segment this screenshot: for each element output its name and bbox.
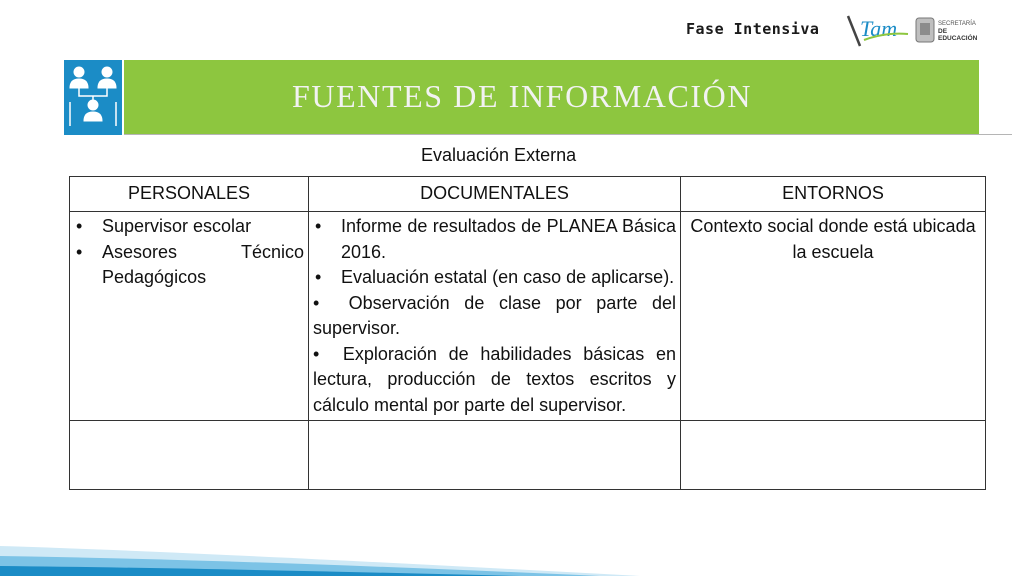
table-header-row bbox=[70, 177, 986, 212]
header-personales: PERSONALES bbox=[70, 177, 309, 212]
secretaria-line2: DE EDUCACIÓN bbox=[938, 28, 978, 42]
phase-label: Fase Intensiva bbox=[686, 20, 820, 38]
state-seal-icon bbox=[914, 16, 936, 44]
cell-personales bbox=[70, 212, 309, 421]
table-row-empty bbox=[70, 421, 986, 490]
list-item: • Asesores Técnico Pedagógicos bbox=[74, 240, 304, 291]
page-title: FUENTES DE INFORMACIÓN bbox=[292, 78, 753, 114]
tam-logo bbox=[846, 12, 912, 48]
cell-documentales bbox=[309, 212, 681, 421]
header-entornos: ENTORNOS bbox=[681, 177, 986, 212]
empty-cell bbox=[681, 421, 986, 490]
list-item-text: Exploración de habilidades básicas en lectura, producción de textos escritos y cálculo mental por parte del supervisor. bbox=[313, 343, 677, 415]
list-item: • Informe de resultados de PLANEA Básica 2016. bbox=[313, 214, 676, 265]
list-item: • Observación de clase por parte del supervisor. bbox=[313, 292, 676, 338]
list-item: • Supervisor escolar bbox=[74, 214, 304, 240]
header-documentales: DOCUMENTALES bbox=[309, 177, 681, 212]
secretaria-line1: SECRETARÍA bbox=[938, 21, 976, 27]
header-divider bbox=[124, 134, 1012, 135]
banner-icon-box bbox=[64, 60, 122, 135]
table-row bbox=[70, 212, 986, 421]
people-hierarchy-icon bbox=[64, 60, 122, 135]
cell-entornos: Contexto social donde está ubicada la escuela bbox=[681, 212, 986, 421]
decorative-swoosh bbox=[0, 516, 640, 576]
empty-cell bbox=[309, 421, 681, 490]
sources-table bbox=[69, 176, 986, 490]
secretaria-logo bbox=[938, 21, 986, 42]
empty-cell bbox=[70, 421, 309, 490]
section-subtitle-text: Evaluación Externa bbox=[421, 145, 577, 165]
list-item: • Evaluación estatal (en caso de aplicarse). bbox=[313, 265, 676, 291]
list-item-text: Observación de clase por parte del supervisor. bbox=[313, 292, 676, 338]
tam-logo-text: Tam bbox=[860, 16, 898, 41]
list-item: • Exploración de habilidades básicas en lectura, producción de textos escritos y cálculo mental por parte del supervisor. bbox=[313, 343, 677, 415]
